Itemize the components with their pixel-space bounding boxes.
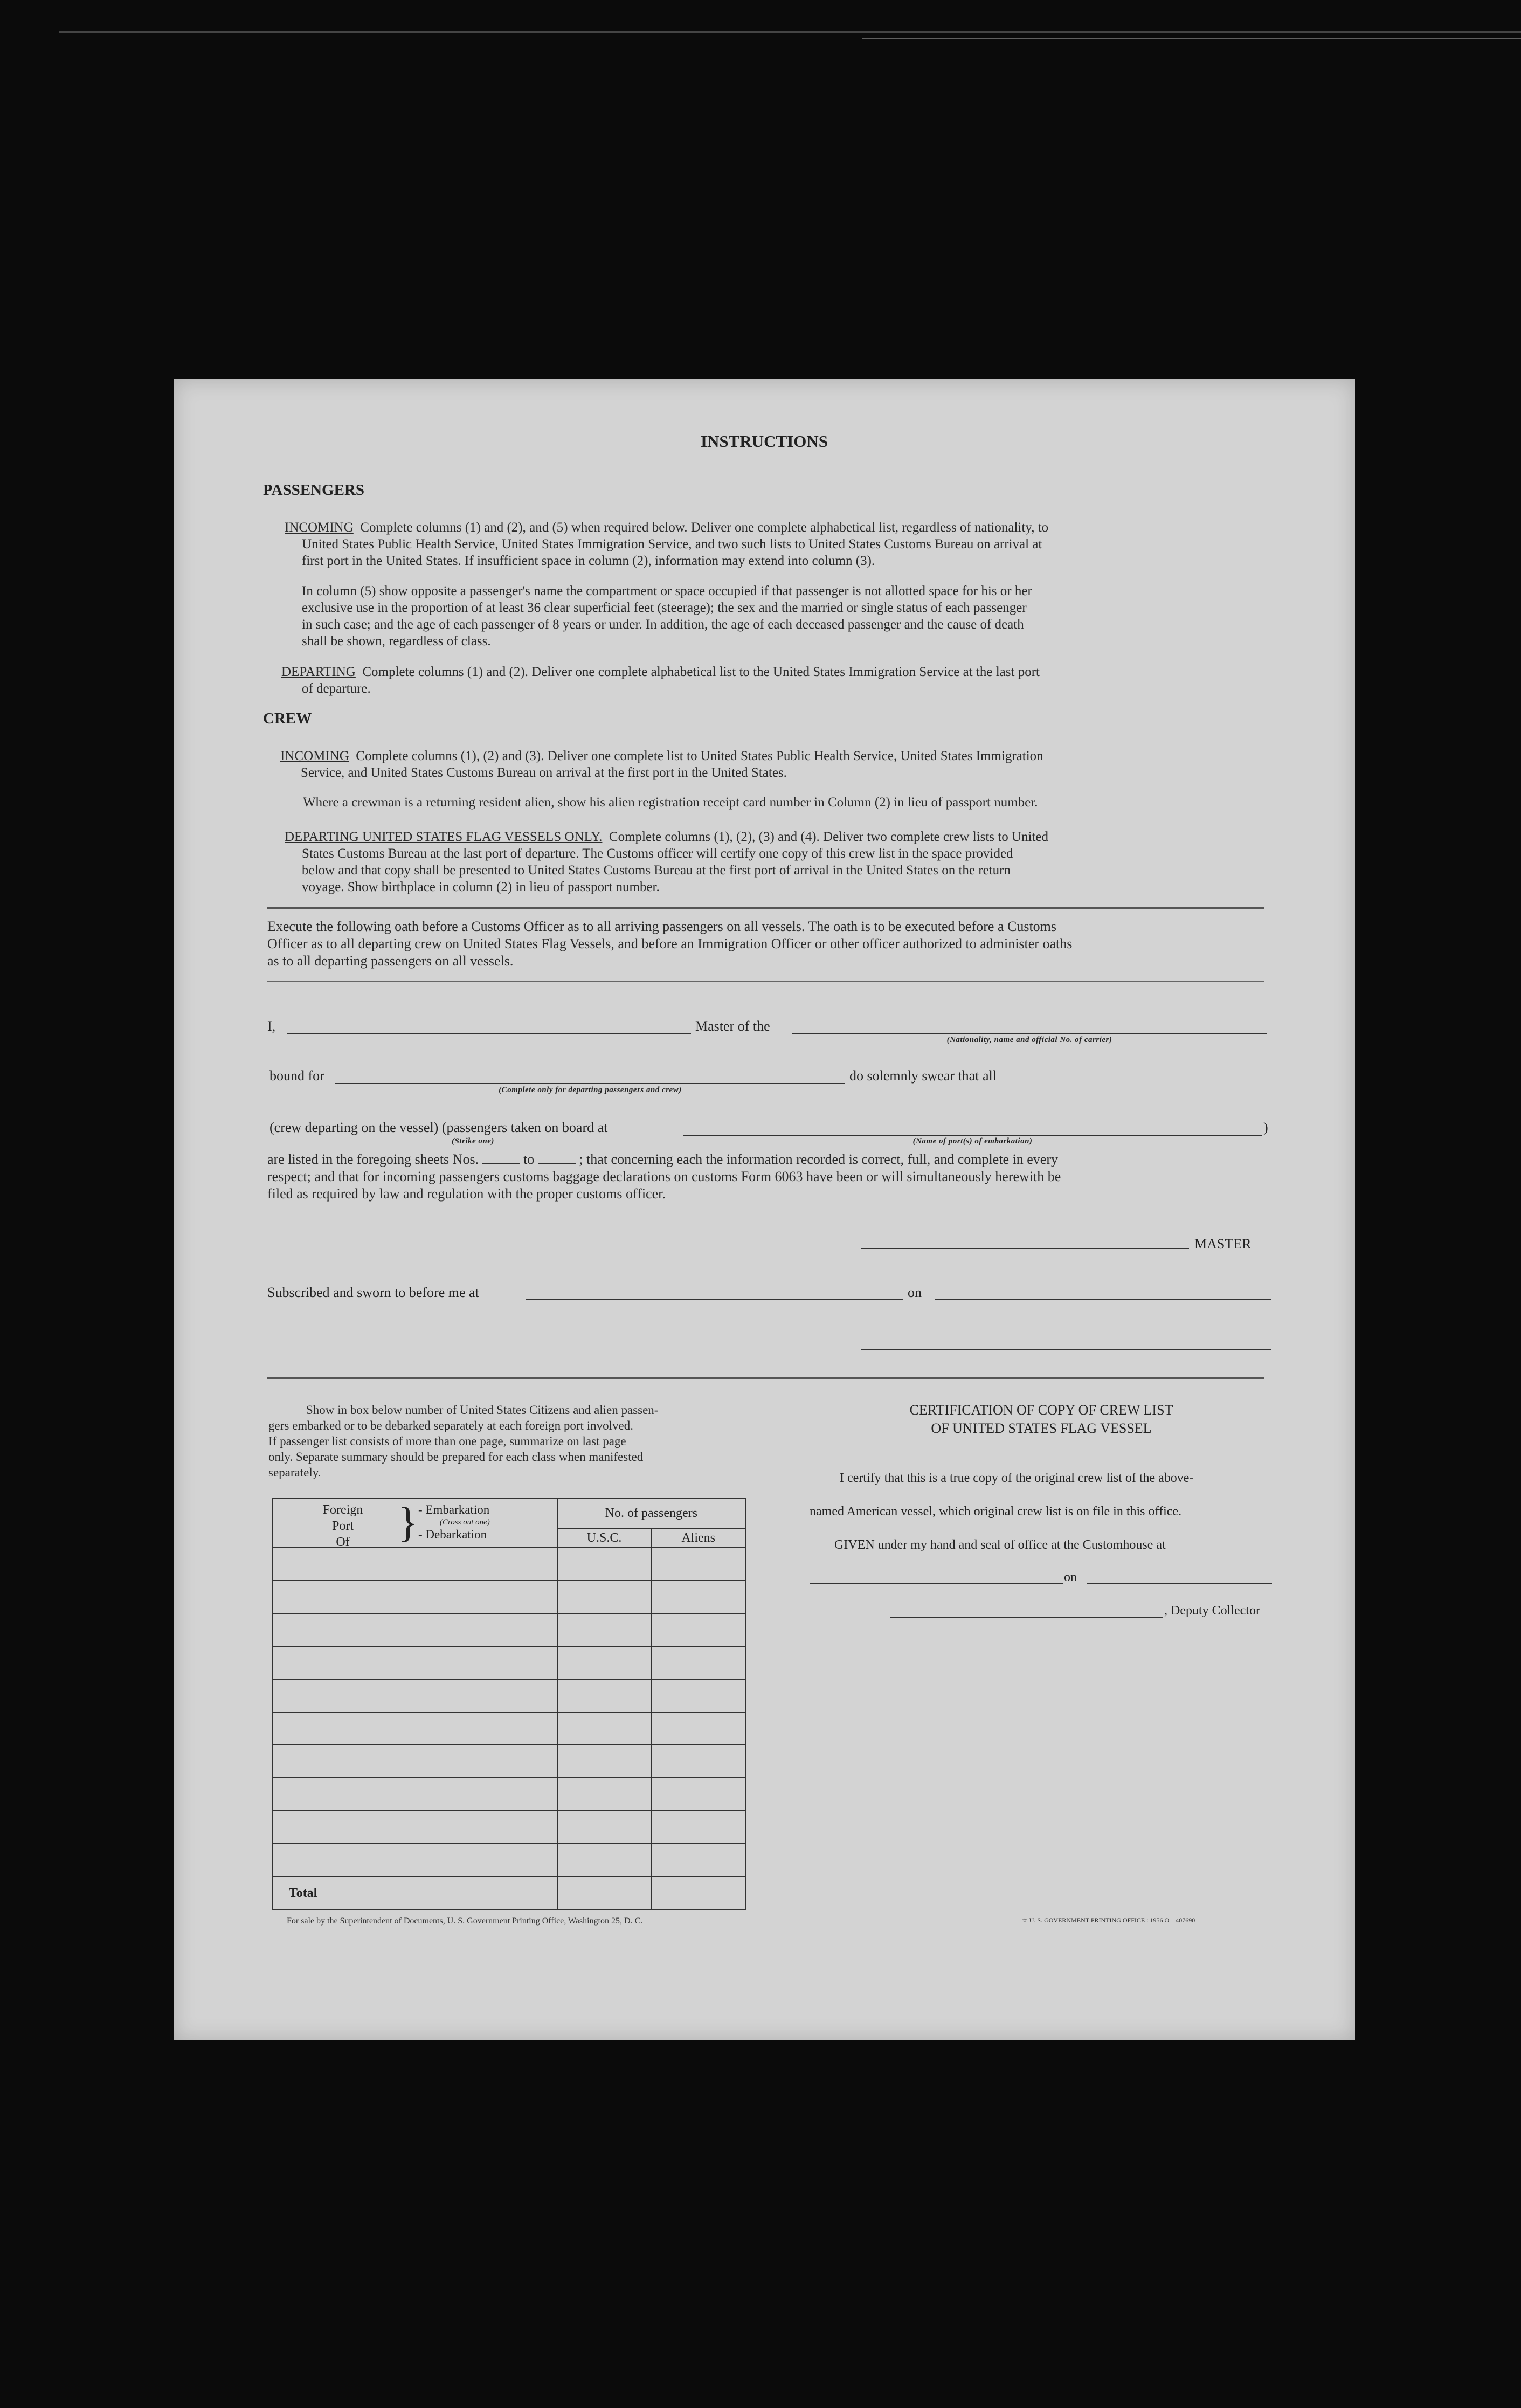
- subscribed-label: Subscribed and sworn to before me at: [267, 1285, 479, 1300]
- paragraph-line: Officer as to all departing crew on United States Flag Vessels, and before an Immigration Officer or other officer authorized to administer oaths: [267, 936, 1073, 951]
- usc-column-header: U.S.C.: [557, 1528, 652, 1548]
- usc-cell[interactable]: [557, 1548, 652, 1581]
- deputy-collector-label: , Deputy Collector: [1164, 1604, 1260, 1618]
- paragraph-line: Show in box below number of United States Citizens and alien passen-: [306, 1403, 659, 1417]
- paragraph-line: shall be shown, regardless of class.: [302, 634, 491, 648]
- to-label: to: [523, 1151, 535, 1167]
- paragraph-line: States Customs Bureau at the last port of departure. The Customs officer will certify one copy of this crew list in the space provided: [302, 846, 1013, 861]
- usc-cell[interactable]: [557, 1679, 652, 1712]
- usc-cell[interactable]: [557, 1844, 652, 1876]
- paragraph-line: of departure.: [302, 681, 371, 696]
- aliens-total-cell[interactable]: [651, 1876, 745, 1910]
- table-row: [272, 1679, 745, 1712]
- total-label: Total: [272, 1876, 557, 1910]
- table-row: [272, 1844, 745, 1876]
- oath-instructions: [267, 918, 1072, 970]
- aliens-cell[interactable]: [651, 1778, 745, 1811]
- master-signature-field[interactable]: [861, 1248, 1189, 1249]
- officer-signature-field[interactable]: [861, 1349, 1271, 1350]
- footer-sale-note: For sale by the Superintendent of Documents, U. S. Government Printing Office, Washington 25, D. C.: [287, 1916, 643, 1926]
- table-row: [272, 1778, 745, 1811]
- certification-line: GIVEN under my hand and seal of office at the Customhouse at: [834, 1538, 1166, 1552]
- sheet-from-field[interactable]: [482, 1163, 520, 1164]
- master-of-the-label: Master of the: [695, 1018, 770, 1034]
- aliens-cell[interactable]: [651, 1712, 745, 1745]
- total-row: [272, 1876, 745, 1910]
- certification-title: [810, 1401, 1273, 1438]
- incoming-label: INCOMING: [285, 520, 354, 535]
- aliens-cell[interactable]: [651, 1581, 745, 1613]
- bound-for-field[interactable]: [335, 1083, 845, 1084]
- port-cell[interactable]: [272, 1745, 557, 1778]
- port-cell[interactable]: [272, 1712, 557, 1745]
- header-label: Foreign: [322, 1503, 363, 1517]
- paragraph-line: below and that copy shall be presented to United States Customs Bureau at the first port of arrival in the United States on the return: [302, 863, 1011, 878]
- table-row: [272, 1811, 745, 1844]
- summary-note: [268, 1402, 753, 1480]
- usc-cell[interactable]: [557, 1712, 652, 1745]
- title-line: OF UNITED STATES FLAG VESSEL: [931, 1420, 1152, 1436]
- oath-i-label: I,: [267, 1018, 276, 1034]
- brace-glyph: }: [398, 1499, 418, 1545]
- master-label: MASTER: [1194, 1236, 1252, 1252]
- certification-line: I certify that this is a true copy of the original crew list of the above-: [840, 1471, 1194, 1485]
- departing-label: DEPARTING: [281, 665, 356, 679]
- passengers-departing-paragraph: [281, 664, 1040, 697]
- passengers-incoming-paragraph: [285, 519, 1048, 569]
- swear-text: do solemnly swear that all: [849, 1068, 997, 1084]
- passengers-column5-paragraph: [302, 583, 1032, 650]
- ports-caption: (Name of port(s) of embarkation): [912, 1137, 1033, 1146]
- footer-printing-office: ☆ U. S. GOVERNMENT PRINTING OFFICE : 1956 O—407690: [1022, 1916, 1195, 1924]
- paragraph-line: are listed in the foregoing sheets Nos.: [267, 1151, 479, 1167]
- scan-edge-line: [862, 38, 1521, 39]
- port-cell[interactable]: [272, 1811, 557, 1844]
- paragraph-line: Complete columns (1) and (2). Deliver one complete alphabetical list to the United States Immigration Service at the last port: [362, 665, 1040, 679]
- divider: [267, 981, 1264, 982]
- usc-cell[interactable]: [557, 1613, 652, 1646]
- paragraph-line: Execute the following oath before a Customs Officer as to all arriving passengers on all vessels. The oath is to be executed before a Customs: [267, 919, 1057, 934]
- crew-incoming-paragraph: [280, 748, 1043, 781]
- embarkation-option[interactable]: - Embarkation: [418, 1503, 490, 1516]
- crew-heading: CREW: [263, 710, 312, 727]
- aliens-cell[interactable]: [651, 1679, 745, 1712]
- strike-one-caption: (Strike one): [452, 1137, 494, 1146]
- paragraph-line: Complete columns (1), (2) and (3). Deliver one complete list to United States Public Health Service, United States Immigration: [356, 749, 1043, 763]
- header-label: Of: [336, 1535, 350, 1549]
- oath-body: [267, 1151, 1061, 1203]
- passengers-count-header: No. of passengers: [557, 1498, 745, 1528]
- port-cell[interactable]: [272, 1548, 557, 1581]
- port-cell[interactable]: [272, 1679, 557, 1712]
- table-row: [272, 1646, 745, 1679]
- port-cell[interactable]: [272, 1778, 557, 1811]
- foreign-port-header: [272, 1498, 557, 1548]
- paragraph-line: voyage. Show birthplace in column (2) in lieu of passport number.: [302, 880, 660, 894]
- table-row: [272, 1745, 745, 1778]
- on-label: on: [908, 1285, 922, 1300]
- carrier-field[interactable]: [792, 1033, 1267, 1034]
- close-paren: ): [1263, 1120, 1268, 1135]
- passengers-heading: PASSENGERS: [263, 481, 365, 499]
- paragraph-line: separately.: [268, 1466, 321, 1479]
- cross-out-caption: (Cross out one): [440, 1518, 490, 1527]
- incoming-label: INCOMING: [280, 749, 349, 763]
- port-cell[interactable]: [272, 1844, 557, 1876]
- aliens-cell[interactable]: [651, 1745, 745, 1778]
- form-page: [174, 379, 1355, 2040]
- table-row: [272, 1581, 745, 1613]
- scan-edge-line: [59, 31, 1521, 33]
- aliens-cell[interactable]: [651, 1844, 745, 1876]
- paragraph-line: only. Separate summary should be prepared for each class when manifested: [268, 1450, 644, 1464]
- paragraph-line: ; that concerning each the information recorded is correct, full, and complete in every: [579, 1151, 1058, 1167]
- bound-for-label: bound for: [269, 1068, 324, 1084]
- paragraph-line: gers embarked or to be debarked separately at each foreign port involved.: [268, 1419, 633, 1432]
- customhouse-field[interactable]: [810, 1583, 1063, 1584]
- port-cell[interactable]: [272, 1646, 557, 1679]
- aliens-cell[interactable]: [651, 1646, 745, 1679]
- paragraph-line: United States Public Health Service, United States Immigration Service, and two such lists to United States Customs Bureau on arrival at: [302, 537, 1042, 551]
- paragraph-line: Complete columns (1) and (2), and (5) when required below. Deliver one complete alphabetical list, regardless of nationality, to: [360, 520, 1049, 535]
- paragraph-line: In column (5) show opposite a passenger's name the compartment or space occupied if that passenger is not allotted space for his or her: [302, 584, 1032, 598]
- paragraph-line: exclusive use in the proportion of at least 36 clear superficial feet (steerage); the sex and the married or single status of each passenger: [302, 601, 1027, 615]
- usc-cell[interactable]: [557, 1745, 652, 1778]
- paragraph-line: Service, and United States Customs Bureau on arrival at the first port in the United States.: [301, 765, 787, 780]
- paragraph-line: filed as required by law and regulation with the proper customs officer.: [267, 1186, 666, 1202]
- aliens-column-header: Aliens: [651, 1528, 745, 1548]
- usc-cell[interactable]: [557, 1811, 652, 1844]
- table-row: [272, 1548, 745, 1581]
- port-cell[interactable]: [272, 1613, 557, 1646]
- crew-passengers-choice[interactable]: (crew departing on the vessel) (passengers taken on board at: [269, 1120, 608, 1135]
- divider: [267, 907, 1264, 909]
- port-cell[interactable]: [272, 1581, 557, 1613]
- cert-date-field[interactable]: [1087, 1583, 1272, 1584]
- usc-total-cell[interactable]: [557, 1876, 652, 1910]
- title-line: CERTIFICATION OF COPY OF CREW LIST: [909, 1402, 1173, 1418]
- usc-cell[interactable]: [557, 1646, 652, 1679]
- cert-on-label: on: [1064, 1570, 1077, 1584]
- crew-departing-paragraph: [285, 829, 1048, 895]
- master-name-field[interactable]: [287, 1033, 691, 1034]
- carrier-caption: (Nationality, name and official No. of carrier): [946, 1036, 1112, 1044]
- aliens-cell[interactable]: [651, 1613, 745, 1646]
- paragraph-line: in such case; and the age of each passenger of 8 years or under. In addition, the age of each deceased passenger and the cause of death: [302, 617, 1024, 632]
- header-label: Port: [331, 1519, 354, 1533]
- debarkation-option[interactable]: - Debarkation: [418, 1528, 487, 1541]
- aliens-cell[interactable]: [651, 1548, 745, 1581]
- usc-cell[interactable]: [557, 1581, 652, 1613]
- paragraph-line: Complete columns (1), (2), (3) and (4). Deliver two complete crew lists to United: [609, 830, 1048, 844]
- divider: [267, 1377, 1264, 1379]
- embarkation-ports-field[interactable]: [683, 1135, 1262, 1136]
- paragraph-line: respect; and that for incoming passengers customs baggage declarations on customs Form 6063 have been or will simultaneously herewith be: [267, 1169, 1061, 1184]
- crew-returning-paragraph: Where a crewman is a returning resident alien, show his alien registration receipt card number in Column (2) in lieu of passport number.: [303, 795, 1038, 810]
- sworn-date-field[interactable]: [935, 1299, 1271, 1300]
- departing-flag-label: DEPARTING UNITED STATES FLAG VESSELS ONLY.: [285, 830, 603, 844]
- paragraph-line: If passenger list consists of more than one page, summarize on last page: [268, 1434, 626, 1448]
- table-row: [272, 1712, 745, 1745]
- paragraph-line: as to all departing passengers on all vessels.: [267, 953, 514, 969]
- table-row: [272, 1613, 745, 1646]
- certification-line: named American vessel, which original crew list is on file in this office.: [810, 1505, 1182, 1519]
- sworn-place-field[interactable]: [526, 1299, 903, 1300]
- bound-for-caption: (Complete only for departing passengers and crew): [499, 1086, 682, 1094]
- deputy-signature-field[interactable]: [890, 1617, 1163, 1618]
- instructions-heading: INSTRUCTIONS: [700, 432, 828, 451]
- sheet-to-field[interactable]: [538, 1163, 576, 1164]
- paragraph-line: first port in the United States. If insufficient space in column (2), information may extend into column (3).: [302, 554, 875, 568]
- usc-cell[interactable]: [557, 1778, 652, 1811]
- aliens-cell[interactable]: [651, 1811, 745, 1844]
- passenger-summary-table: [272, 1498, 746, 1910]
